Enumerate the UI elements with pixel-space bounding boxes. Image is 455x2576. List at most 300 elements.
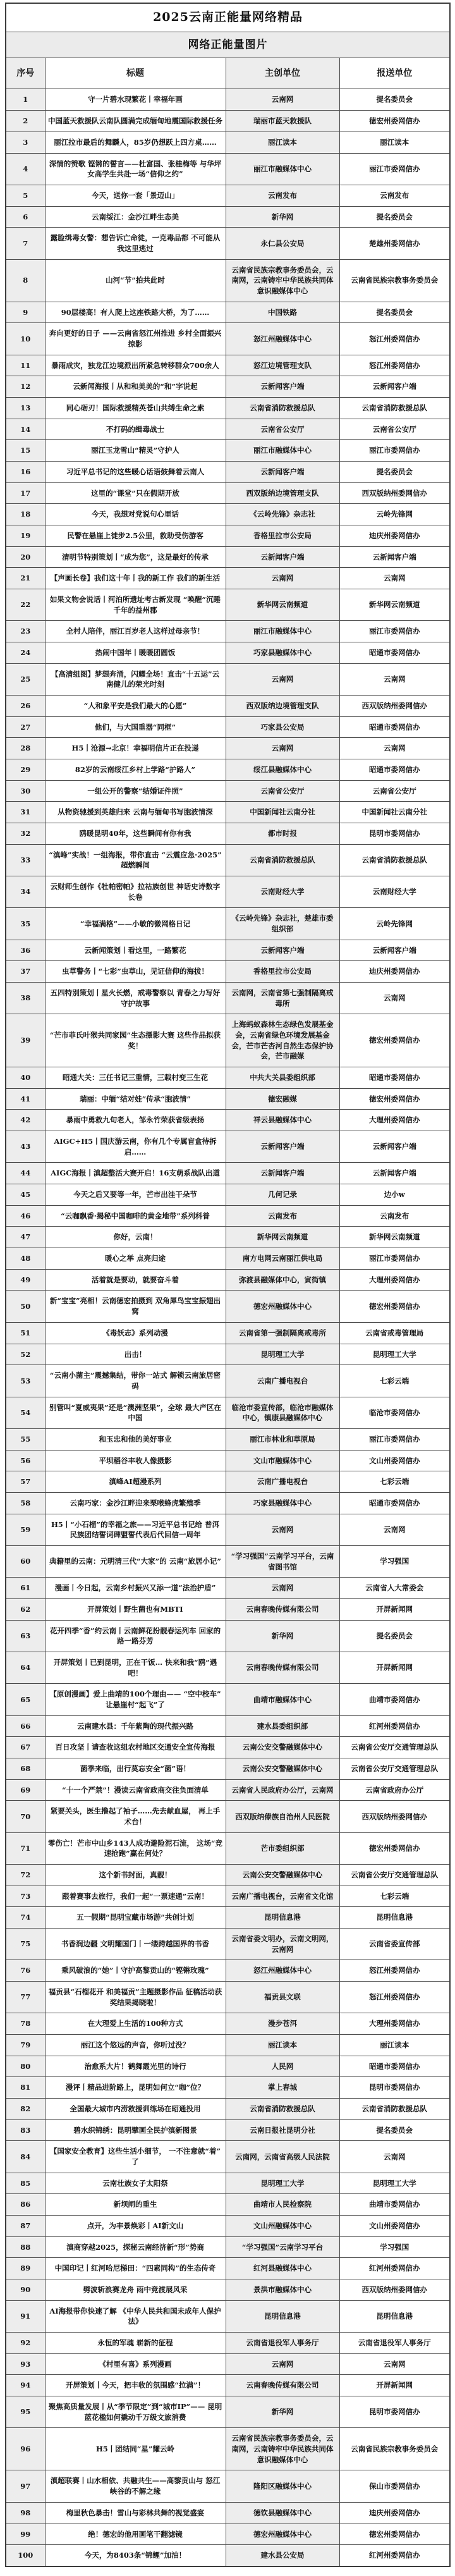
table-row <box>6 132 450 153</box>
table-row <box>6 355 450 376</box>
cell-title: 聚焦高质量发展丨从“季节限定”到“城市IP”—— 昆明蓝花楹如何撬动千万级文旅消费 <box>45 2396 226 2428</box>
cell-creator: 云南网，云南省第七强制隔离戒毒所 <box>226 983 339 1014</box>
cell-title: “幸福满格”——小敏的微网格日记 <box>45 908 226 940</box>
table-row <box>6 2333 450 2354</box>
cell-submitter: 云南网 <box>339 2141 450 2173</box>
table-row <box>6 2396 450 2428</box>
cell-creator: 云南春晚传媒有限公司 <box>226 2375 339 2396</box>
cell-submitter: 德宏州委网信办 <box>339 1088 450 1110</box>
table-row <box>6 525 450 546</box>
table-row <box>6 1067 450 1089</box>
cell-creator: 南方电网云南丽江供电局 <box>226 1248 339 1270</box>
cell-submitter: 昭通市委网信办 <box>339 1067 450 1089</box>
cell-title: 昭通大关：三任书记三重情，三载村变三生花 <box>45 1067 226 1089</box>
cell-index: 57 <box>6 1471 45 1493</box>
cell-submitter: 云南省人大常委会 <box>339 1578 450 1599</box>
cell-index: 19 <box>6 525 45 546</box>
cell-title: 零伤亡！芒市中山乡143人成功避险泥石流， 这场“竞速抢跑”赢在何处？ <box>45 1832 226 1864</box>
cell-title: 别管叫“夏威夷果”还是“澳洲坚果”，全球 最大产区在中国 <box>45 1397 226 1428</box>
table-row <box>6 2470 450 2502</box>
cell-index: 69 <box>6 1779 45 1801</box>
cell-title: 如果文物会说话丨河泊所遗址考古新发现 “唤醒”沉睡千年的益州郡 <box>45 589 226 620</box>
table-row <box>6 738 450 759</box>
table-row <box>6 2173 450 2194</box>
table-row <box>6 1248 450 1270</box>
cell-submitter: 开屏新闻网 <box>339 2375 450 2396</box>
table-row <box>6 1684 450 1715</box>
cell-title: 绝！德宏的他用画笔干翻滤镜 <box>45 2524 226 2545</box>
cell-creator: 新华网 <box>226 2396 339 2428</box>
cell-submitter: 新华网云南频道 <box>339 589 450 620</box>
cell-submitter: 迪庆州委网信办 <box>339 525 450 546</box>
cell-title: 清明节特别策划丨“成为您”，这是最好的传承 <box>45 546 226 568</box>
cell-creator: 云新闻客户端 <box>226 546 339 568</box>
table-row <box>6 1322 450 1344</box>
cell-creator: 云南省第一强制隔离戒毒所 <box>226 1322 339 1344</box>
cell-creator: 云新闻客户端 <box>226 1163 339 1184</box>
cell-submitter: 怒江州委网信办 <box>339 355 450 376</box>
cell-submitter: 迪庆州委网信办 <box>339 961 450 983</box>
table-row <box>6 1545 450 1577</box>
cell-title: 全国最大城市内涝救援训练场在昭通投用 <box>45 2099 226 2120</box>
cell-creator: 云南网 <box>226 2353 339 2375</box>
cell-creator: 怒江州融媒体中心 <box>226 323 339 355</box>
cell-submitter: 楚雄州委网信办 <box>339 228 450 259</box>
cell-creator: 怒江州融媒体中心 <box>226 1960 339 1982</box>
cell-creator: 新华网 <box>226 206 339 228</box>
cell-creator: 云南省消防救援总队 <box>226 2099 339 2120</box>
table-row <box>6 940 450 961</box>
cell-submitter: 昆明信息港 <box>339 1907 450 1929</box>
cell-creator: 中国铁路 <box>226 302 339 323</box>
cell-index: 1 <box>6 89 45 111</box>
cell-index: 16 <box>6 461 45 482</box>
cell-index: 64 <box>6 1652 45 1683</box>
cell-creator: 新华网云南频道 <box>226 1227 339 1248</box>
table-row <box>6 546 450 568</box>
cell-index: 25 <box>6 663 45 695</box>
cell-title: 云南绥江：金沙江畔生态美 <box>45 206 226 228</box>
column-header-index: 序号 <box>6 58 45 89</box>
cell-title: 82岁的云南绥江乡村上学路“护路人” <box>45 759 226 781</box>
table-row <box>6 2300 450 2332</box>
table-row <box>6 1864 450 1886</box>
cell-submitter: 文山州委网信办 <box>339 1450 450 1471</box>
cell-title: 习近平总书记的这些暖心话语鼓舞着云南人 <box>45 461 226 482</box>
cell-index: 92 <box>6 2333 45 2354</box>
cell-submitter: 云南发布 <box>339 1205 450 1227</box>
table-row <box>6 1344 450 1365</box>
cell-creator: 云南春晚传媒有限公司 <box>226 1652 339 1683</box>
cell-submitter: 中国新闻社云南分社 <box>339 802 450 823</box>
cell-submitter: 昆明市委网信办 <box>339 2077 450 2099</box>
table-row <box>6 1801 450 1832</box>
cell-submitter: 云南省公安厅交通管理总队 <box>339 1737 450 1758</box>
cell-creator: 弥渡县融媒体中心，寅街镇 <box>226 1269 339 1291</box>
cell-submitter: 云南财经大学 <box>339 876 450 908</box>
cell-index: 12 <box>6 376 45 398</box>
table-row <box>6 1110 450 1131</box>
table-row <box>6 2056 450 2077</box>
cell-creator: 云南省民族宗教事务委员会，云南网，云南铸牢中华民族共同体意识融媒体中心 <box>226 2428 339 2470</box>
cell-creator: 文山市融媒体中心 <box>226 1450 339 1471</box>
cell-title: 云财师生创作《牡帕密帕》拉祜族创世 神话史诗数字长卷 <box>45 876 226 908</box>
cell-submitter: 曲靖市委网信办 <box>339 2194 450 2216</box>
table-row <box>6 1832 450 1864</box>
section-subtitle: 网络正能量图片 <box>6 32 450 58</box>
cell-title: AI海报带你快速了解 《中华人民共和国未成年人保护法》 <box>45 2300 226 2332</box>
cell-index: 30 <box>6 780 45 802</box>
cell-index: 59 <box>6 1514 45 1545</box>
table-row <box>6 1205 450 1227</box>
cell-title: “十一个严禁”！漫读云南省政商交往负面清单 <box>45 1779 226 1801</box>
table-row <box>6 1960 450 1982</box>
cell-title: 花开四季“香”约云南丨云南鲜花扮靓春运列车 回家的路一路芬芳 <box>45 1620 226 1652</box>
cell-index: 26 <box>6 695 45 716</box>
cell-index: 79 <box>6 2035 45 2056</box>
cell-index: 46 <box>6 1205 45 1227</box>
cell-submitter: 云新闻客户端 <box>339 376 450 398</box>
cell-index: 20 <box>6 546 45 568</box>
cell-submitter: 曲靖市委网信办 <box>339 1684 450 1715</box>
cell-title: 在大理爱上生活的100种方式 <box>45 2013 226 2035</box>
cell-index: 14 <box>6 419 45 440</box>
cell-index: 66 <box>6 1715 45 1737</box>
cell-title: 平坝稻谷丰收人像摄影 <box>45 1450 226 1471</box>
cell-title: 治愈系大片！鹤舞霞光里的诗行 <box>45 2056 226 2077</box>
cell-submitter: 云南省政府办公厅 <box>339 1779 450 1801</box>
cell-title: “云南小菌主”震撼集结，带你一站式 解锁云南旅居密码 <box>45 1365 226 1397</box>
page-title: 2025云南正能量网络精品 <box>6 3 450 32</box>
cell-index: 40 <box>6 1067 45 1089</box>
cell-title: 永恒的军魂 崭新的征程 <box>45 2333 226 2354</box>
cell-creator: 云南网 <box>226 89 339 111</box>
table-row <box>6 1163 450 1184</box>
table-row <box>6 2013 450 2035</box>
cell-title: 热闹中国年丨暖暖团圆饭 <box>45 642 226 663</box>
cell-submitter: 德宏州委网信办 <box>339 2524 450 2545</box>
cell-creator: 云南网 <box>226 568 339 589</box>
cell-submitter: 七彩云端 <box>339 1365 450 1397</box>
table-row <box>6 2524 450 2545</box>
cell-title: 鸥暖昆明40年，这些瞬间有你有我 <box>45 823 226 845</box>
cell-index: 72 <box>6 1864 45 1886</box>
cell-title: 从物资驰援到英雄归来 云南与缅甸书写胞波情深 <box>45 802 226 823</box>
table-row <box>6 663 450 695</box>
cell-title: 全村人陪伴，丽江百岁老人这样过母亲节！ <box>45 621 226 642</box>
cell-title: 深情的赞歌 铿锵的誓言——杜富国、张桂梅等 与华坪女高学生共赴一场“信仰之约” <box>45 153 226 185</box>
cell-creator: 红河县融媒体中心 <box>226 2258 339 2279</box>
cell-submitter: 云南省戒毒管理局 <box>339 1322 450 1344</box>
table-row <box>6 2502 450 2524</box>
cell-creator: 新华网云南频道 <box>226 589 339 620</box>
cell-index: 83 <box>6 2119 45 2141</box>
cell-creator: 云南省民族宗教事务委员会，云南网，云南铸牢中华民族共同体意识融媒体中心 <box>226 259 339 302</box>
cell-submitter: 云南省民族宗教事务委员会 <box>339 2428 450 2470</box>
cell-submitter: 大理州委网信办 <box>339 2013 450 2035</box>
cell-title: 一组公开的警察“结婚证件照” <box>45 780 226 802</box>
cell-index: 87 <box>6 2216 45 2237</box>
cell-creator: 云南省委文明办，云南文明网，云南网 <box>226 1929 339 1960</box>
table-row <box>6 759 450 781</box>
cell-submitter: 昭通市委网信办 <box>339 642 450 663</box>
header-row <box>6 58 450 89</box>
cell-index: 53 <box>6 1365 45 1397</box>
cell-submitter: 七彩云端 <box>339 1471 450 1493</box>
table-row <box>6 2141 450 2173</box>
cell-title: 今天，送你一套「景迈山」 <box>45 185 226 206</box>
cell-index: 93 <box>6 2353 45 2375</box>
cell-creator: 福贡县文联 <box>226 1982 339 2013</box>
cell-title: 云新闻策划丨看这里，一路繁花 <box>45 940 226 961</box>
table-row <box>6 440 450 462</box>
cell-submitter: 怒江州委网信办 <box>339 1982 450 2013</box>
cell-creator: 德宏州融媒体中心 <box>226 2524 339 2545</box>
cell-creator: 云南发布 <box>226 1205 339 1227</box>
cell-creator: 云南广播电视台，云南省文化馆 <box>226 1886 339 1907</box>
cell-submitter: 云南省消防救援总队 <box>339 2099 450 2120</box>
cell-creator: 都市时报 <box>226 823 339 845</box>
cell-title: 这里的“课堂”只在假期开放 <box>45 482 226 504</box>
cell-creator: 怒江边境管理支队 <box>226 355 339 376</box>
table-row <box>6 419 450 440</box>
cell-submitter: 云南省公安厅 <box>339 780 450 802</box>
table-row <box>6 908 450 940</box>
cell-creator: 德钦县融媒体中心 <box>226 2502 339 2524</box>
cell-submitter: 云新闻客户端 <box>339 1131 450 1163</box>
cell-index: 80 <box>6 2056 45 2077</box>
cell-submitter: 西双版纳州委网信办 <box>339 2279 450 2301</box>
cell-title: 和玉忠和他的美好事业 <box>45 1428 226 1450</box>
cell-creator: 昆明理工大学 <box>226 1344 339 1365</box>
cell-creator: 永仁县公安局 <box>226 228 339 259</box>
cell-submitter: 新华网云南频道 <box>339 1227 450 1248</box>
cell-creator: 瑞丽市蓝天救援队 <box>226 111 339 132</box>
cell-submitter: 红河州委网信办 <box>339 1715 450 1737</box>
cell-creator: 云新闻客户端 <box>226 940 339 961</box>
table-row <box>6 621 450 642</box>
cell-creator: 昆明信息港 <box>226 2300 339 2332</box>
table-row <box>6 1758 450 1779</box>
cell-creator: 云南日报社昆明分社 <box>226 2119 339 2141</box>
cell-title: 丽江这个悠远的声音，你听过没？ <box>45 2035 226 2056</box>
cell-title: 90层楼高！有人爬上这座铁路大桥，为了…… <box>45 302 226 323</box>
cell-submitter: 提名委员会 <box>339 206 450 228</box>
table-row <box>6 2375 450 2396</box>
cell-index: 90 <box>6 2279 45 2301</box>
cell-index: 3 <box>6 132 45 153</box>
cell-index: 62 <box>6 1598 45 1620</box>
table-row <box>6 1982 450 2013</box>
cell-title: 《毒妖志》系列动漫 <box>45 1322 226 1344</box>
cell-submitter: 云南网 <box>339 663 450 695</box>
subtitle-row <box>6 32 450 58</box>
cell-submitter: 西双版纳州委网信办 <box>339 482 450 504</box>
cell-title: “云咖飘香·揭秘中国咖啡的黄金地带”系列科普 <box>45 1205 226 1227</box>
cell-creator: 云南财经大学 <box>226 876 339 908</box>
cell-title: 跟着赛事去旅行，我们一起“一票速通”云南！ <box>45 1886 226 1907</box>
table-row <box>6 1088 450 1110</box>
cell-index: 6 <box>6 206 45 228</box>
table-row <box>6 1514 450 1545</box>
cell-index: 42 <box>6 1110 45 1131</box>
cell-index: 95 <box>6 2396 45 2428</box>
cell-creator: 文山州融媒体中心 <box>226 2216 339 2237</box>
table-row <box>6 1578 450 1599</box>
cell-index: 89 <box>6 2258 45 2279</box>
table-row <box>6 461 450 482</box>
cell-submitter: 昭通市委网信办 <box>339 1492 450 1514</box>
cell-title: “滇峰”实战！一组海报，带你直击 “云震应急·2025”超燃瞬间 <box>45 844 226 876</box>
cell-submitter: 云南网 <box>339 2353 450 2375</box>
cell-index: 2 <box>6 111 45 132</box>
cell-creator: “学习强国”云南学习平台 <box>226 2236 339 2258</box>
table-row <box>6 568 450 589</box>
table-row <box>6 1291 450 1322</box>
cell-submitter: 大理州委网信办 <box>339 1269 450 1291</box>
cell-title: 开屏策划丨今天，把丰收的氛围感“拉满”！ <box>45 2375 226 2396</box>
cell-title: 暴雨中勇救九旬老人，邹永竹荣获省级表扬 <box>45 1110 226 1131</box>
cell-submitter: 云南省公安厅 <box>339 419 450 440</box>
cell-creator: 云南省退役军人事务厅 <box>226 2333 339 2354</box>
cell-title: 开屏策划丨已到昆明，正在干饭… 快来和我“鸥”遇吧！ <box>45 1652 226 1683</box>
cell-title: 民警在悬崖上徒步2.5公里，救助受伤游客 <box>45 525 226 546</box>
cell-title: 今天之后又要等一年，芒市出洼干朵节 <box>45 1184 226 1206</box>
cell-creator: 西双版纳傣族自治州人民医院 <box>226 1801 339 1832</box>
cell-title: 奔向更好的日子 ——云南省怒江州推进 乡村全面振兴掠影 <box>45 323 226 355</box>
cell-creator: 上海蚂蚁森林生态绿色发展基金会，云南省绿色环境发展基金会，芒市芒杏河自然生态保护协会，芒市融媒 <box>226 1014 339 1067</box>
cell-title: 中国印记丨红河哈尼梯田：“四素同构”的生态传奇 <box>45 2258 226 2279</box>
cell-title: 【原创漫画】爱上曲靖的100个理由—— “空中校车”让悬崖村“起飞”了 <box>45 1684 226 1715</box>
cell-creator: 芒市委组织部 <box>226 1832 339 1864</box>
cell-submitter: 怒江州委网信办 <box>339 1960 450 1982</box>
cell-title: 漫画丨今日起，云南乡村振兴又添一道“法治护盾” <box>45 1578 226 1599</box>
cell-index: 61 <box>6 1578 45 1599</box>
cell-creator: 几何记录 <box>226 1184 339 1206</box>
cell-submitter: 提名委员会 <box>339 1620 450 1652</box>
cell-submitter: 云新闻客户端 <box>339 546 450 568</box>
table-row <box>6 844 450 876</box>
cell-index: 39 <box>6 1014 45 1067</box>
cell-creator: “学习强国”云南学习平台，云南省图书馆 <box>226 1545 339 1577</box>
table-row <box>6 589 450 620</box>
table-row <box>6 983 450 1014</box>
cell-title: 丽江玉龙雪山“精灵”守护人 <box>45 440 226 462</box>
cell-index: 58 <box>6 1492 45 1514</box>
cell-index: 91 <box>6 2300 45 2332</box>
cell-submitter: 昆明理工大学 <box>339 1344 450 1365</box>
cell-title: “芒市菲氏叶猴共同家园”生态摄影大赛 这些作品拟获奖！ <box>45 1014 226 1067</box>
cell-index: 36 <box>6 940 45 961</box>
cell-submitter: 开屏新闻网 <box>339 1598 450 1620</box>
cell-creator: 云南省人民政府办公厅，云南网 <box>226 1779 339 1801</box>
cell-title: 菌季来临，出行莫忘安全“菌”语！ <box>45 1758 226 1779</box>
cell-creator: 云南春晚传媒有限公司 <box>226 1598 339 1620</box>
table-row <box>6 323 450 355</box>
cell-submitter: 学习强国 <box>339 2236 450 2258</box>
cell-index: 13 <box>6 397 45 419</box>
cell-index: 37 <box>6 961 45 983</box>
cell-creator: 丽江市林业和草原局 <box>226 1428 339 1450</box>
cell-index: 82 <box>6 2099 45 2120</box>
cell-title: 暴雨成灾，独龙江边境派出所紧急转移群众700余人 <box>45 355 226 376</box>
cell-title: 瑞丽：中缅“结对娃”传承“胞波情” <box>45 1088 226 1110</box>
cell-index: 84 <box>6 2141 45 2173</box>
cell-submitter: 丽江读本 <box>339 2035 450 2056</box>
cell-submitter: 西双版纳州委网信办 <box>339 1801 450 1832</box>
table-row <box>6 1779 450 1801</box>
cell-submitter: 云岭先锋网 <box>339 504 450 525</box>
cell-index: 52 <box>6 1344 45 1365</box>
table-row <box>6 1929 450 1960</box>
cell-index: 77 <box>6 1982 45 2013</box>
cell-title: 书香润边疆 文明耀国门丨一缕跨越国界的书香 <box>45 1929 226 1960</box>
cell-creator: 云南发布 <box>226 185 339 206</box>
cell-title: 云新闻海报丨从和和美美的“和”字说起 <box>45 376 226 398</box>
cell-title: 点开，为丰景焕彩丨AI新文山 <box>45 2216 226 2237</box>
cell-title: 五一假期“昆明宝藏市场游”共创计划 <box>45 1907 226 1929</box>
cell-submitter: 丽江市委网信办 <box>339 1428 450 1450</box>
cell-submitter: 丽江市委网信办 <box>339 440 450 462</box>
cell-submitter: 云南网 <box>339 568 450 589</box>
cell-title: 守一片碧水现繁花丨幸福年画 <box>45 89 226 111</box>
cell-creator: 德宏融媒 <box>226 1088 339 1110</box>
cell-submitter: 昆明市委网信办 <box>339 823 450 845</box>
cell-index: 45 <box>6 1184 45 1206</box>
cell-creator: 临沧市委宣传部，临沧市融媒体中心，镇康县融媒体中心 <box>226 1397 339 1428</box>
column-header-submitter: 报送单位 <box>339 58 450 89</box>
table-row <box>6 228 450 259</box>
cell-index: 28 <box>6 738 45 759</box>
cell-index: 86 <box>6 2194 45 2216</box>
cell-index: 10 <box>6 323 45 355</box>
cell-creator: 人民网 <box>226 2056 339 2077</box>
table-row <box>6 259 450 302</box>
cell-title: 活着就是要动，就要奋斗着 <box>45 1269 226 1291</box>
cell-title: 出击！ <box>45 1344 226 1365</box>
cell-index: 85 <box>6 2173 45 2194</box>
table-row <box>6 1652 450 1683</box>
table-row <box>6 1886 450 1907</box>
cell-title: H5丨“小石榴”的幸福之旅——习近平总书记给 普洱民族团结誓词碑盟誓代表后代回信一周年 <box>45 1514 226 1545</box>
cell-creator: 祥云县融媒体中心 <box>226 1110 339 1131</box>
cell-index: 4 <box>6 153 45 185</box>
cell-index: 11 <box>6 355 45 376</box>
cell-title: 虫草警务丨“七彩”虫草山，见证信仰的海拔！ <box>45 961 226 983</box>
cell-creator: 丽江读本 <box>226 132 339 153</box>
cell-submitter: 云南省消防救援总队 <box>339 397 450 419</box>
cell-submitter: 七彩云端 <box>339 1886 450 1907</box>
cell-creator: 云南公安交警融媒体中心 <box>226 1737 339 1758</box>
cell-submitter: 云新闻客户端 <box>339 940 450 961</box>
cell-title: 福贡县“石榴花开 和美福贡”主题摄影作品 征稿活动获奖结果揭晓啦！ <box>45 1982 226 2013</box>
cell-creator: 景洪市融媒体中心 <box>226 2279 339 2301</box>
table-row <box>6 1014 450 1067</box>
cell-creator: 漫步苍洱 <box>226 2013 339 2035</box>
cell-submitter: 大理州委网信办 <box>339 1110 450 1131</box>
column-header-creator: 主创单位 <box>226 58 339 89</box>
cell-index: 73 <box>6 1886 45 1907</box>
cell-creator: 掌上春城 <box>226 2077 339 2099</box>
cell-creator: 云新闻客户端 <box>226 376 339 398</box>
cell-index: 78 <box>6 2013 45 2035</box>
cell-index: 88 <box>6 2236 45 2258</box>
cell-submitter: 丽江市委网信办 <box>339 1248 450 1270</box>
cell-submitter: 提名委员会 <box>339 302 450 323</box>
table-row <box>6 2099 450 2120</box>
table-row <box>6 2353 450 2375</box>
cell-title: 百日攻坚丨请查收这组农村地区交通安全宣传海报 <box>45 1737 226 1758</box>
